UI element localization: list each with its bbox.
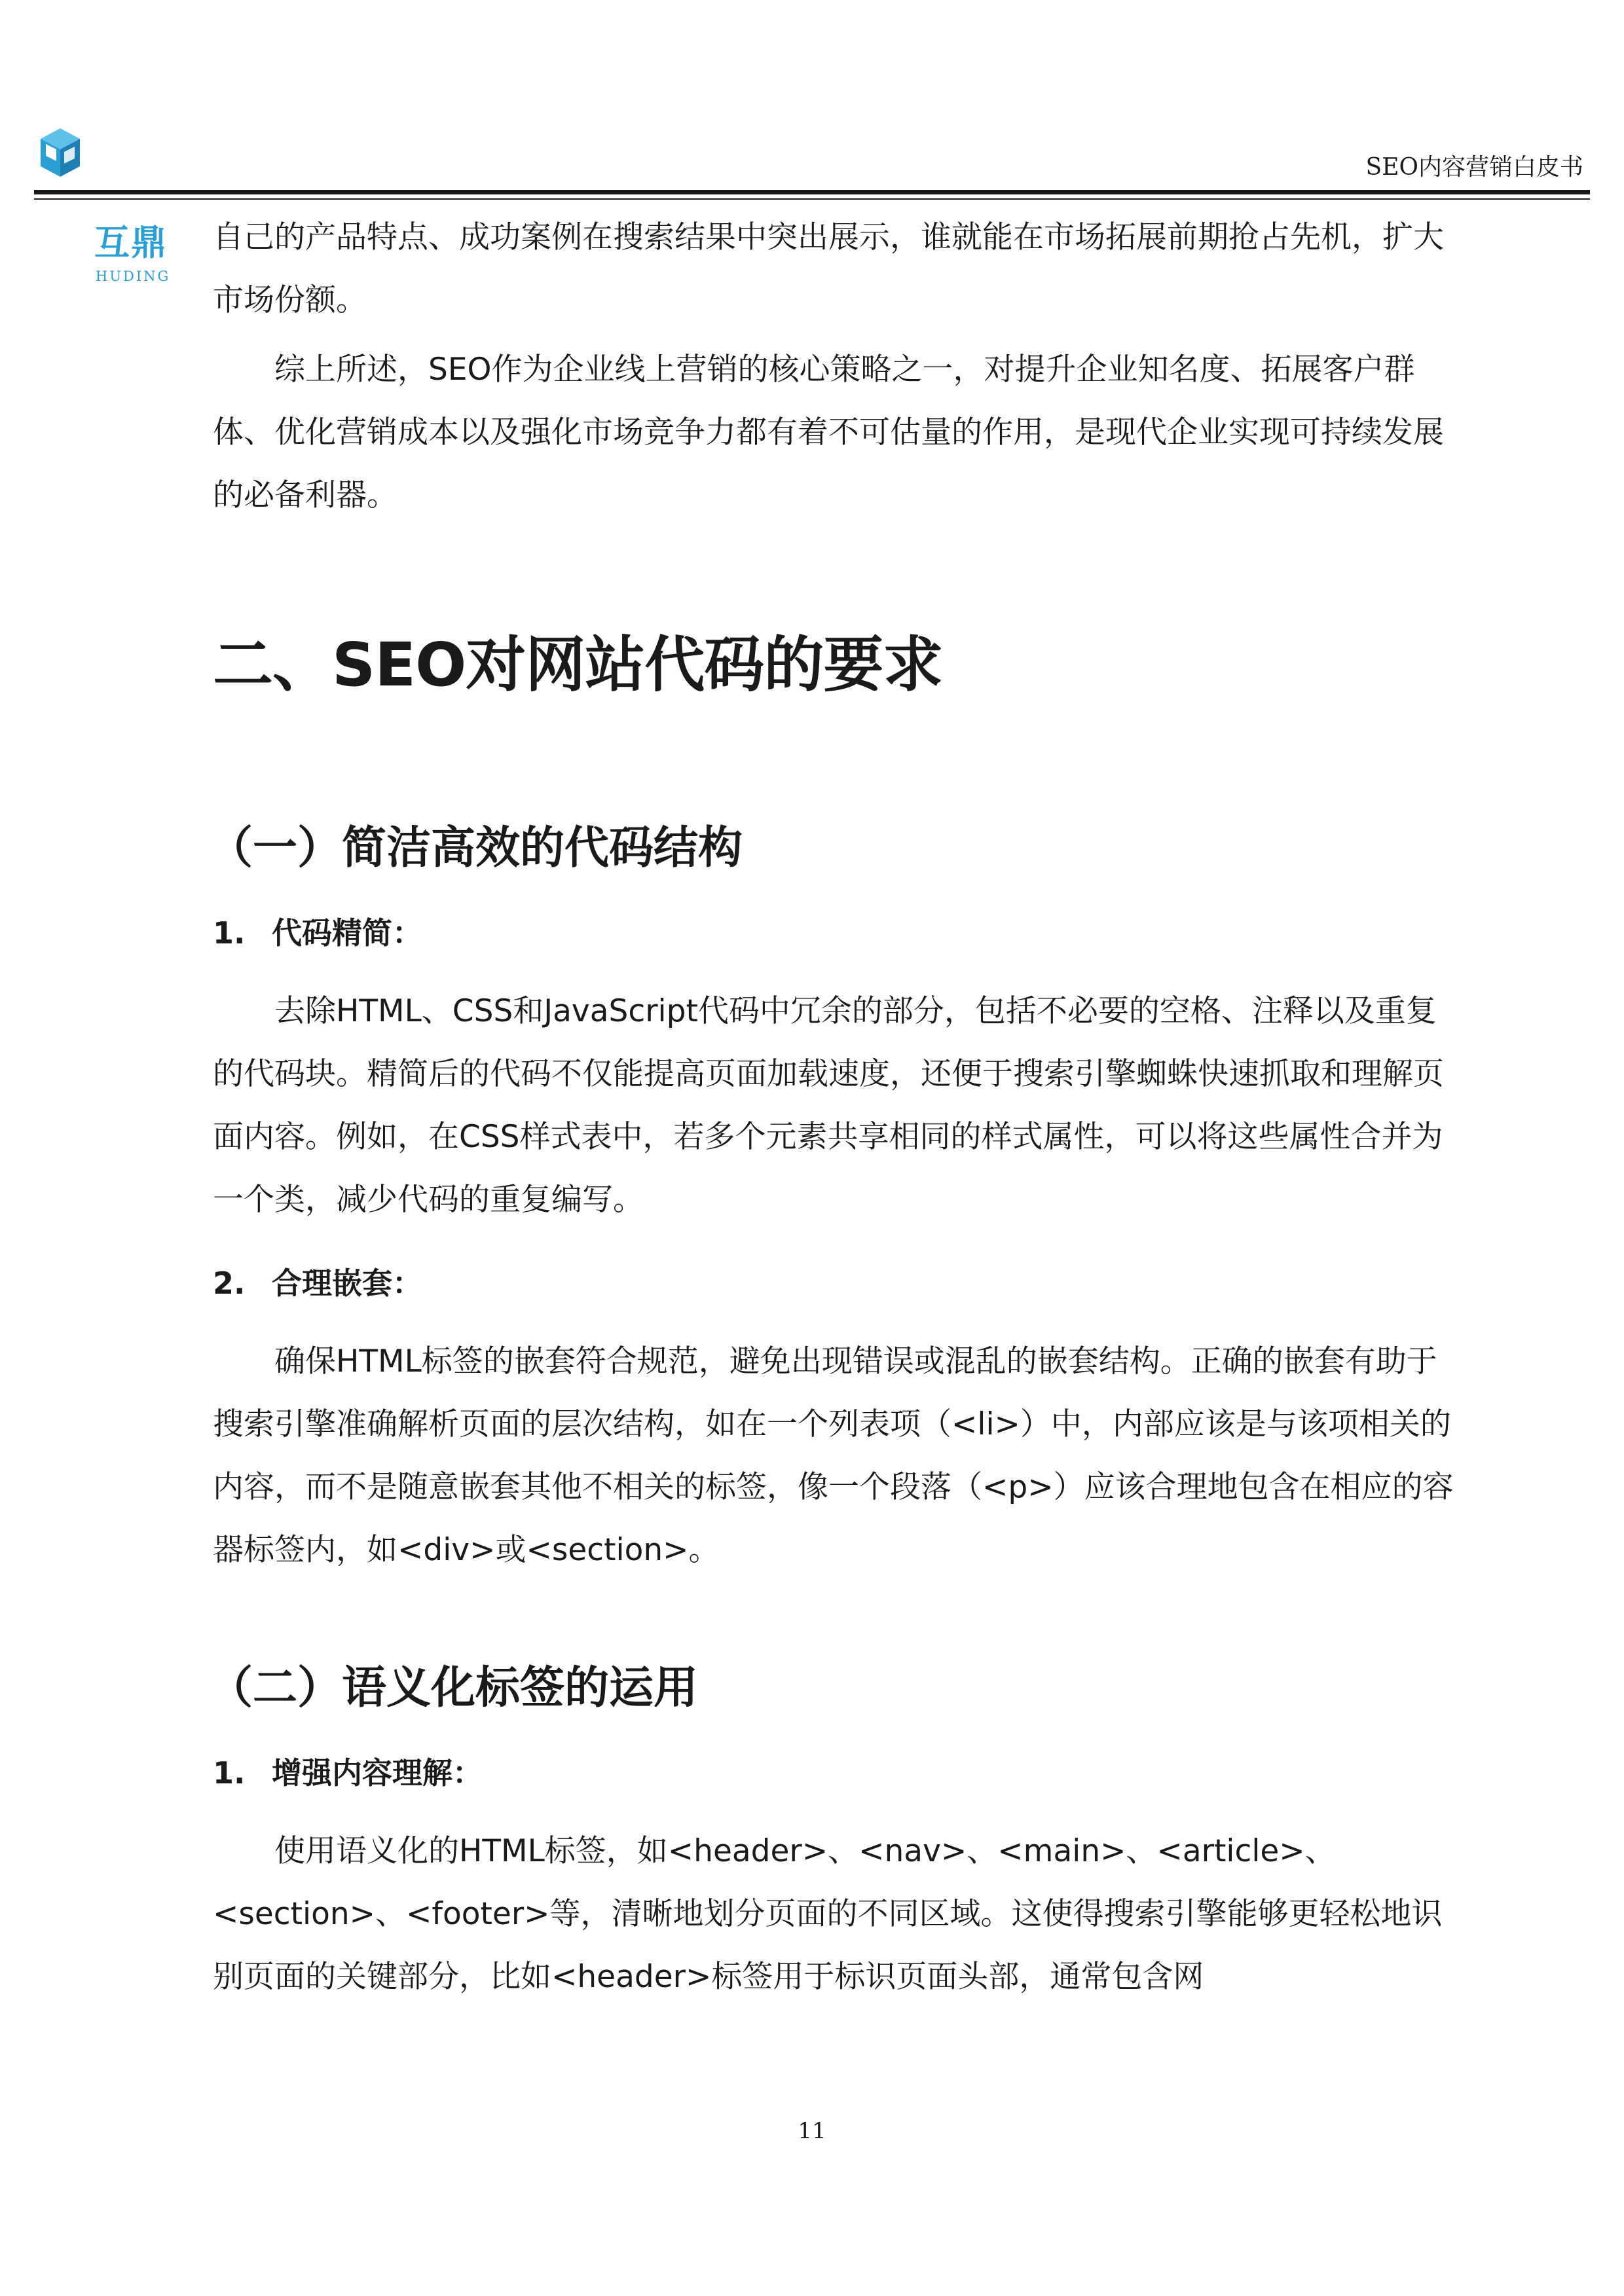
subsection-2-title: （二）语义化标签的运用 bbox=[208, 1662, 699, 1714]
item-body: 确保HTML标签的嵌套符合规范，避免出现错误或混乱的嵌套结构。正确的嵌套有助于搜索引擎准确解析页面的层次结构，如在一个列表项（<li>）中，内部应该是与该项相关的内容，而不是随意嵌套其他不相关的标签，像一个段落（<p>）应该合理地包含在相应的容器标签内，如<div>或<section>。 bbox=[213, 1343, 1454, 1568]
intro-paragraph-2: 综上所述，SEO作为企业线上营销的核心策略之一，对提升企业知名度、拓展客户群体、优化营销成本以及强化市场竞争力都有着不可估量的作用，是现代企业实现可持续发展的必备利器。 bbox=[213, 352, 1444, 513]
item-body-block bbox=[213, 1820, 1457, 2009]
cube-logo-icon bbox=[34, 113, 93, 185]
huding-logo bbox=[34, 113, 198, 284]
section-title: 二、SEO对网站代码的要求 bbox=[213, 630, 943, 700]
logo-english-text: HUDING bbox=[96, 268, 171, 284]
header-rule-thin bbox=[34, 198, 1590, 200]
item-heading bbox=[213, 1266, 422, 1301]
item-number: 1. bbox=[213, 915, 246, 951]
logo-chinese-text: 互鼎 bbox=[94, 222, 168, 263]
page-number: 11 bbox=[798, 2118, 826, 2144]
document-title: SEO内容营销白皮书 bbox=[1365, 154, 1583, 181]
item-heading bbox=[213, 915, 422, 951]
item-body: 去除HTML、CSS和JavaScript代码中冗余的部分，包括不必要的空格、注释以及重复的代码块。精简后的代码不仅能提高页面加载速度，还便于搜索引擎蜘蛛快速抓取和理解页面内容。例如，在CSS样式表中，若多个元素共享相同的样式属性，可以将这些属性合并为一个类，减少代码的重复编写。 bbox=[213, 993, 1444, 1218]
subsection-1-title: （一）简洁高效的代码结构 bbox=[208, 822, 743, 874]
header-rule-thick bbox=[34, 190, 1590, 194]
item-heading-text: 合理嵌套： bbox=[272, 1266, 422, 1301]
intro-paragraph-1: 自己的产品特点、成功案例在搜索结果中突出展示，谁就能在市场拓展前期抢占先机，扩大市场份额。 bbox=[213, 219, 1444, 318]
item-number: 2. bbox=[213, 1266, 246, 1301]
item-heading bbox=[213, 1755, 483, 1791]
item-heading-text: 增强内容理解： bbox=[272, 1755, 483, 1791]
intro-block bbox=[213, 206, 1457, 527]
item-body-block bbox=[213, 1330, 1457, 1582]
item-number: 1. bbox=[213, 1755, 246, 1791]
item-body: 使用语义化的HTML标签，如<header>、<nav>、<main>、<article>、<section>、<footer>等，清晰地划分页面的不同区域。这使得搜索引擎能够更轻松地识别页面的关键部分，比如<header>标签用于标识页面头部，通常包含网 bbox=[213, 1833, 1443, 1995]
item-heading-text: 代码精简： bbox=[272, 915, 422, 951]
item-body-block bbox=[213, 980, 1457, 1231]
